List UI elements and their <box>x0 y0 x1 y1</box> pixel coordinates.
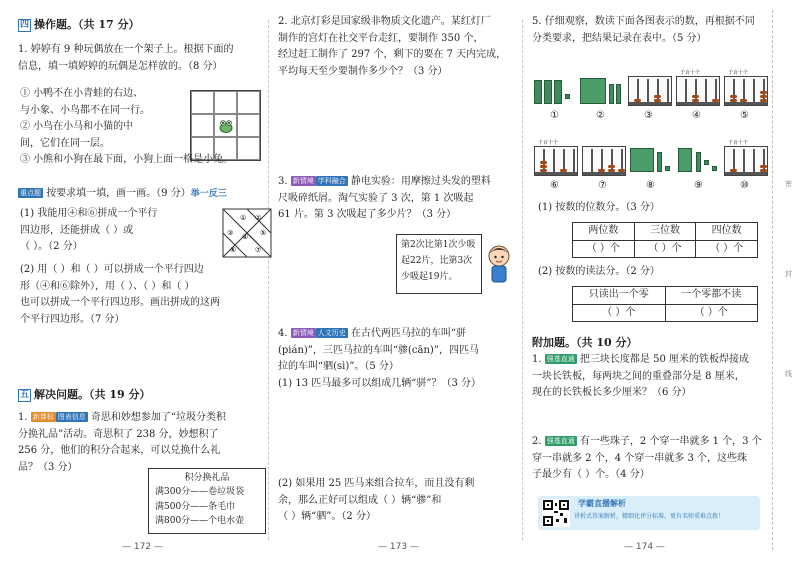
question-1-clues <box>20 86 180 152</box>
shelf-cell[interactable] <box>237 91 260 114</box>
text-line: 61 片。第 3 次吸起了多少片？（3 分） <box>278 209 457 220</box>
abacus-caption: 千百十个 <box>728 70 749 76</box>
picture-label: ⑤ <box>740 110 749 121</box>
text-line: 奇思和妙想参加了“垃圾分类积 <box>90 412 227 423</box>
picture-label: ⑨ <box>694 180 703 191</box>
speech-bubble <box>396 234 482 294</box>
tangram-label: ① <box>240 214 247 222</box>
text-line: (2) 如果用 25 匹马来组合拉车，而且没有剩 <box>278 478 475 489</box>
page-172 <box>18 0 267 566</box>
reading-table <box>572 286 758 322</box>
text-line: (1) 我能用④和⑥拼成一个平行 <box>20 208 158 219</box>
table-header: 三位数 <box>634 223 696 241</box>
cross-subject-tag: 学科融合 <box>317 177 346 185</box>
tangram-label: ③ <box>227 229 234 237</box>
answer-cell[interactable]: （ ）个 <box>573 240 635 258</box>
gift-list-title: 积分换礼品 <box>184 473 230 483</box>
sub-question: (1) 按数的位数分。（3 分） <box>538 202 660 213</box>
page-173 <box>278 0 516 566</box>
abacus <box>628 76 672 106</box>
table-header: 两位数 <box>573 223 635 241</box>
question-4-part2 <box>278 476 518 526</box>
bubble-line: 第2次比第1次少吸 <box>401 240 476 250</box>
abacus <box>582 146 626 176</box>
text-line: 1. 婷婷有 9 种玩偶放在一个架子上。根据下面的 <box>18 44 234 55</box>
text-line: 穿一串就多 2 个，4 个穿一串就多 3 个，这些珠 <box>532 452 747 464</box>
shelf-cell[interactable] <box>237 114 260 137</box>
section-number: 五 <box>20 389 30 400</box>
text-line: 现在的长铁板长多少厘米？（6 分） <box>532 387 692 398</box>
margin-label: 密 <box>784 180 793 187</box>
banner-title: 学霸直播解析 <box>578 499 626 508</box>
section-title: 操作题。（共 17 分） <box>34 18 140 31</box>
answer-cell[interactable]: （ ）个 <box>696 240 758 258</box>
gift-item: 满500分——条毛巾 <box>155 501 236 512</box>
block-picture <box>630 146 674 176</box>
text-line: 分换礼品”活动。奇思积了 238 分，妙想积了 <box>18 428 219 440</box>
text-line: 5. 仔细观察，数读下面各图表示的数，再根据不同 <box>532 16 755 27</box>
page-number: — 174 — <box>624 542 665 552</box>
text-line: （ ）。（2 分） <box>20 241 83 252</box>
section-4-heading <box>18 16 139 34</box>
picture-label: ⑧ <box>646 180 655 191</box>
bubble-line: 起22片，比第3次 <box>401 255 473 266</box>
picture-label: ⑥ <box>550 180 559 191</box>
sub-question: (1) 13 匹马最多可以组成几辆“骈”？（3 分） <box>278 377 482 389</box>
text-line: （ ）辆“驷”。（2 分） <box>278 511 376 522</box>
gift-list <box>148 468 266 534</box>
question-5-1: 1. 新课标 图表信息 奇思和妙想参加了“垃圾分类积 分换礼品”活动。奇思积了 238 分，妙想积了 256 分，他们的积分合起来，可以兑换什么礼 品？（3 分） <box>18 410 268 476</box>
culture-history-tag: 人文历史 <box>317 329 346 337</box>
text-line: 静电实验：用摩擦过头发的塑料 <box>350 176 491 187</box>
text-line: 有一些珠子，2 个穿一串就多 1 个，3 个 <box>579 436 762 447</box>
abacus-caption: 千百十个 <box>728 140 749 146</box>
boy-character-icon <box>486 244 512 286</box>
text-line: 经过赶工制作了 297 个，剩下的要在 7 天内完成， <box>278 49 507 60</box>
picture-label: ① <box>550 110 559 121</box>
text-line: 2. 北京灯彩是国家级非物质文化遗产。某红灯厂 <box>278 16 491 27</box>
text-line: (2) 用（ ）和（ ）可以拼成一个平行四边 <box>20 264 204 275</box>
column-divider <box>522 20 523 540</box>
tangram-label: ② <box>255 214 262 222</box>
tangram-figure <box>222 208 272 258</box>
digits-table <box>572 222 758 258</box>
abacus <box>534 146 578 176</box>
block-picture <box>678 146 722 176</box>
tangram-label: ⑥ <box>230 246 237 254</box>
picture-label: ④ <box>692 110 701 121</box>
abacus <box>676 76 720 106</box>
page-174 <box>532 0 764 566</box>
strong-base-tag: 强基直通 <box>546 437 575 445</box>
shelf-grid <box>190 90 261 161</box>
text-line: 也可以拼成一个平行四边形。画出拼成的这两 <box>20 297 220 308</box>
bubble-line: 少吸起19片。 <box>401 271 458 282</box>
page-number: — 173 — <box>378 542 419 552</box>
text-line: 形（④和⑥除外），用（ ）、（ ）和（ ） <box>20 280 195 292</box>
question-2-part2 <box>20 262 270 328</box>
question-2-body <box>20 206 216 256</box>
picture-label: ③ <box>644 110 653 121</box>
block-picture <box>534 76 576 106</box>
clue-line: 与小象、小鸟都不在同一行。 <box>20 104 150 116</box>
text-line: 一块长铁板，每两块之间的重叠部分是 8 厘米， <box>532 370 745 382</box>
text-line: 信息，填一填婷婷的玩偶是怎样放的。（8 分） <box>18 60 223 72</box>
text-line: (pián)”，三匹马拉的车叫“骖(cān)”，四匹马 <box>278 344 479 356</box>
page-number: — 172 — <box>122 542 163 552</box>
gift-item: 满300分——卷垃圾袋 <box>155 487 245 498</box>
text-line: 余，那么正好可以组成（ ）辆“骖”和 <box>278 494 442 506</box>
answer-cell[interactable]: （ ）个 <box>573 304 666 322</box>
question-3: 3. 新情境 学科融合 静电实验：用摩擦过头发的塑料 尺吸碎纸屑。淘气实验了 3 次，第 1 次吸起 61 片。第 3 次吸起了多少片？（3 分） <box>278 174 518 224</box>
abacus-caption: 千百十个 <box>538 140 559 146</box>
margin-label: 线 <box>784 370 793 377</box>
text-line: 尺吸碎纸屑。淘气实验了 3 次，第 1 次吸起 <box>278 192 474 204</box>
clue-line: ① 小鸭不在小青蛙的右边、 <box>20 88 144 99</box>
text-line: 四边形，还能拼成（ ）或 <box>20 224 134 236</box>
text-line: 把三块长度都是 50 厘米的铁板焊接成 <box>579 354 750 365</box>
tangram-label: ⑤ <box>260 229 267 237</box>
answer-cell[interactable]: （ ）个 <box>634 240 696 258</box>
margin-label: 封 <box>784 270 793 277</box>
bonus-question-2: 2. 强基直通 有一些珠子，2 个穿一串就多 1 个，3 个 穿一串就多 2 个，4 个穿一串就多 3 个，这些珠 子最少有（ ）个。（4 分） <box>532 434 768 484</box>
text-line: 子最少有（ ）个。（4 分） <box>532 469 650 480</box>
qr-code-icon[interactable] <box>542 499 570 527</box>
abacus <box>724 146 768 176</box>
question-1 <box>18 42 264 75</box>
answer-cell[interactable]: （ ）个 <box>665 304 758 322</box>
sub-question: (2) 按数的读法分。（2 分） <box>538 266 660 277</box>
picture-label: ⑩ <box>740 180 749 191</box>
bonus-question-1: 1. 强基直通 把三块长度都是 50 厘米的铁板焊接成 一块长铁板，每两块之间的重叠部分是 8 厘米， 现在的长铁板长多少厘米？（6 分） <box>532 352 768 402</box>
gift-item: 满800分——个电水壶 <box>155 516 245 527</box>
new-standard-tag: 新课标 <box>32 413 54 421</box>
clue-line: 间，它们在同一层。 <box>20 137 110 149</box>
video-banner[interactable] <box>538 496 760 530</box>
section-5-heading <box>18 386 150 404</box>
section-number: 四 <box>20 19 30 30</box>
abacus <box>724 76 768 106</box>
tangram-label: ④ <box>242 233 249 241</box>
text-line: 256 分，他们的积分合起来，可以兑换什么礼 <box>18 445 221 456</box>
shelf-cell[interactable] <box>191 91 214 114</box>
tangram-label: ⑦ <box>255 246 262 254</box>
text-line: 拉的车叫“驷(sì)”。（5 分） <box>278 361 399 372</box>
question-2 <box>18 186 268 203</box>
table-header: 只读出一个零 <box>573 287 666 305</box>
table-header: 一个零都不读 <box>665 287 758 305</box>
text-line: 制作的宫灯在社交平台走红，要制作 350 个， <box>278 32 484 44</box>
shelf-cell[interactable] <box>191 114 214 137</box>
clue-line: ③ 小熊和小狗在最下面，小狗上面一格是小兔。 <box>20 154 234 165</box>
key-question-tag: 重点题 <box>20 189 41 197</box>
text-line: 按要求填一填，画一画。（9 分） <box>46 188 191 199</box>
strong-base-tag: 强基直通 <box>546 355 575 363</box>
banner-text: 讲析式答案解析，精细化评分标准，更有名师重难点拨！ <box>574 513 725 520</box>
new-context-tag: 新情境 <box>292 177 314 185</box>
frog-icon <box>218 119 234 133</box>
section-title: 解决问题。（共 19 分） <box>34 388 151 401</box>
margin-line <box>772 10 773 550</box>
text-line: 平均每天至少要制作多少个？（3 分） <box>278 65 448 77</box>
question-5 <box>532 14 768 47</box>
block-picture <box>580 76 624 106</box>
shelf-cell-frog <box>214 114 237 137</box>
text-line: 在古代两匹马拉的车叫“骈 <box>350 328 467 339</box>
variant-tag: 举一反三 <box>190 189 227 199</box>
text-line: 个平行四边形。（7 分） <box>20 313 125 325</box>
picture-label: ⑦ <box>598 180 607 191</box>
clue-line: ② 小鸟在小马和小猫的中 <box>20 121 134 132</box>
picture-label: ② <box>596 110 605 121</box>
table-header: 四位数 <box>696 223 758 241</box>
text-line: 分类要求，把结果记录在表中。（5 分） <box>532 32 707 44</box>
new-context-tag: 新情境 <box>292 329 314 337</box>
chart-info-tag: 图表信息 <box>57 413 86 421</box>
question-2 <box>278 14 518 80</box>
abacus-caption: 千百十个 <box>680 70 701 76</box>
text-line: 品？（3 分） <box>18 461 78 473</box>
question-4: 4. 新情境 人文历史 在古代两匹马拉的车叫“骈 (pián)”，三匹马拉的车叫“骖(cān)”，四匹马 拉的车叫“驷(sì)”。（5 分） (1) 13 匹马最多可以组成几辆“骈”？（3 分） <box>278 326 518 392</box>
bonus-section-heading: 附加题。（共 10 分） <box>532 336 638 349</box>
shelf-cell[interactable] <box>214 91 237 114</box>
